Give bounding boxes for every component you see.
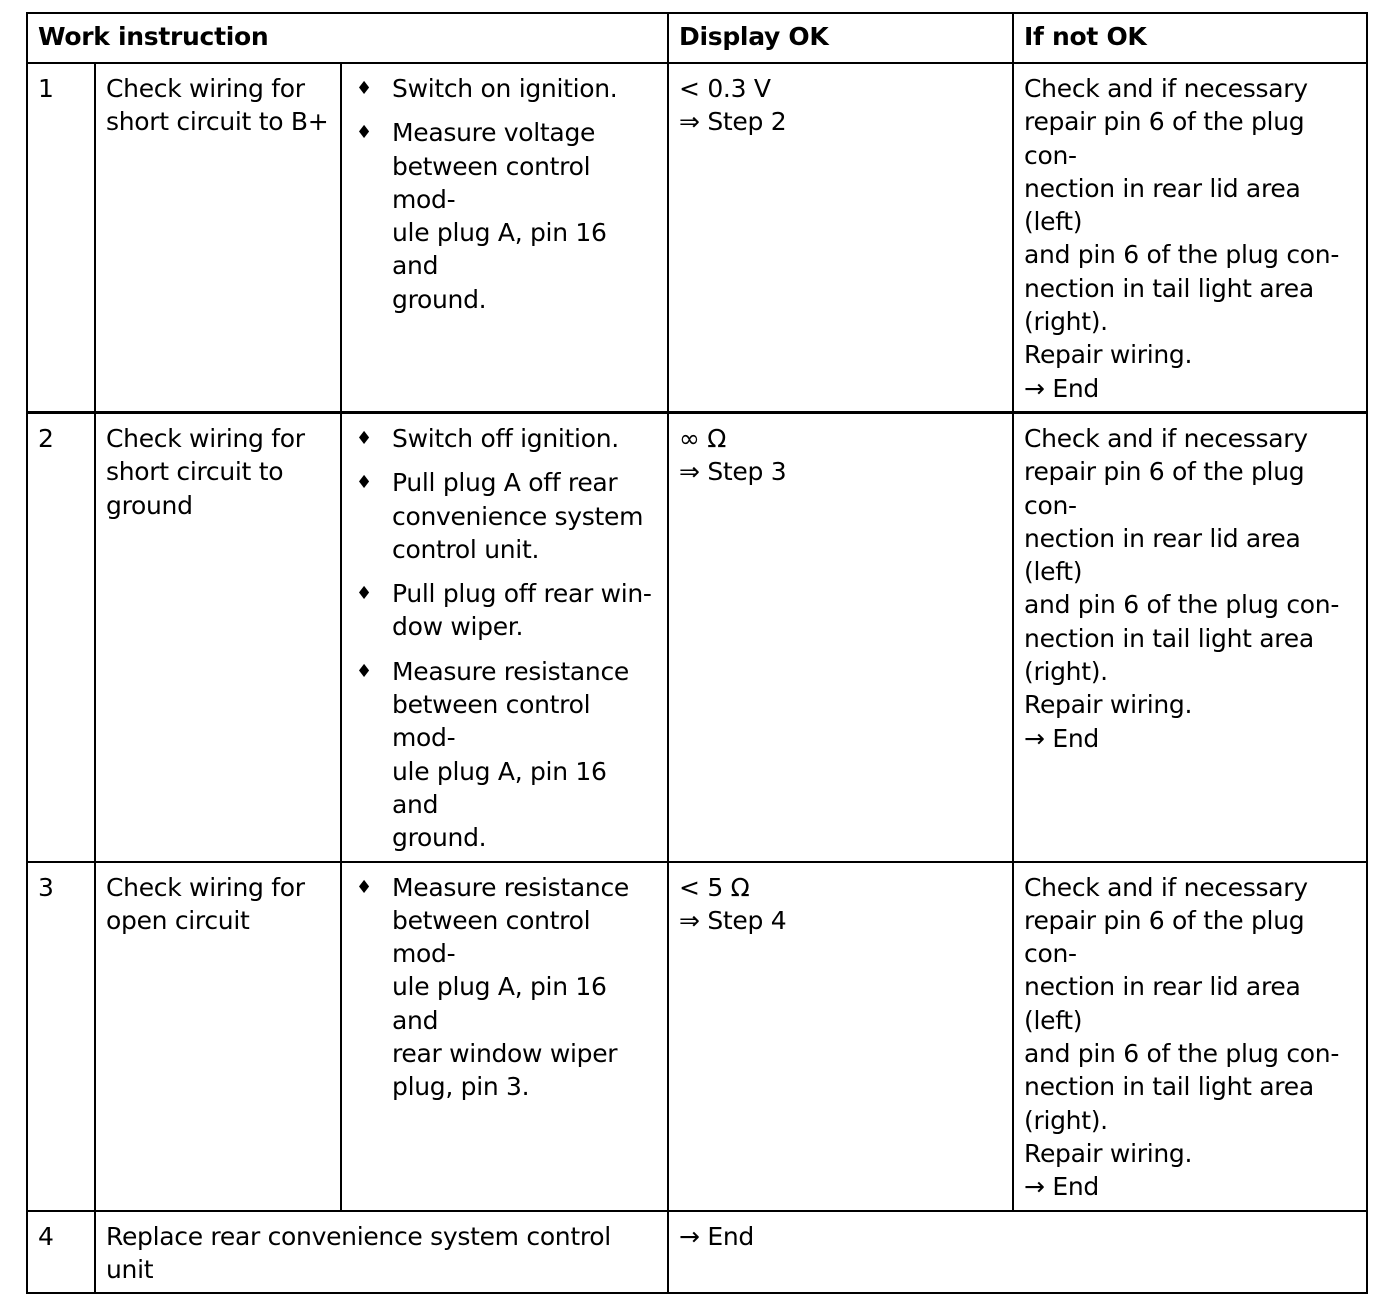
step-actions bbox=[341, 862, 668, 1211]
header-work-instruction: Work instruction bbox=[27, 13, 668, 63]
step-number: 2 bbox=[27, 412, 95, 861]
table-row-step-1 bbox=[27, 63, 1367, 412]
diamond-bullet-icon: ♦ bbox=[356, 660, 372, 682]
display-next-step: ⇒ Step 3 bbox=[679, 457, 787, 487]
step-if-not-ok bbox=[1013, 412, 1367, 861]
action-item: ♦ Pull plug A off rear convenience system control unit. bbox=[356, 468, 644, 564]
step-actions bbox=[341, 412, 668, 861]
action-item: ♦ Measure resistance between control mod- ule plug A, pin 16 and ground. bbox=[356, 656, 629, 853]
diamond-bullet-icon: ♦ bbox=[356, 472, 372, 494]
step-display-ok bbox=[668, 1211, 1367, 1294]
table-row-step-4 bbox=[27, 1211, 1367, 1294]
step-check: Check wiring for short circuit to B+ bbox=[95, 63, 341, 412]
action-item: ♦ Switch on ignition. bbox=[352, 72, 657, 105]
step-display-ok bbox=[668, 862, 1013, 1211]
table-header-row bbox=[27, 13, 1367, 63]
action-item: ♦ Switch off ignition. bbox=[352, 422, 657, 455]
step-display-ok bbox=[668, 412, 1013, 861]
step-if-not-ok bbox=[1013, 63, 1367, 412]
not-ok-text: Check and if necessary repair pin 6 of the plug con- nection in rear lid area (left) and pin 6 of the plug con- nection in tail light area (right). bbox=[1024, 872, 1340, 1135]
not-ok-text: Check and if necessary repair pin 6 of the plug con- nection in rear lid area (left) and pin 6 of the plug con- nection in tail light area (right). bbox=[1024, 74, 1340, 337]
step-instruction: Replace rear convenience system control unit bbox=[95, 1211, 668, 1294]
diamond-bullet-icon: ♦ bbox=[356, 122, 372, 144]
step-display-ok bbox=[668, 63, 1013, 412]
display-value: < 5 Ω bbox=[679, 872, 750, 902]
table-row-step-2 bbox=[27, 412, 1367, 861]
not-ok-repair: Repair wiring. bbox=[1024, 340, 1193, 370]
display-value: < 0.3 V bbox=[679, 74, 771, 103]
diamond-bullet-icon: ♦ bbox=[356, 583, 372, 605]
step-check: Check wiring for short circuit to ground bbox=[95, 412, 341, 861]
display-value: ∞ Ω bbox=[679, 423, 727, 453]
action-item: ♦ Measure resistance between control mod- ule plug A, pin 16 and rear window wiper plug, pin 3. bbox=[356, 872, 629, 1102]
step-number: 4 bbox=[27, 1211, 95, 1294]
display-next-step: → End bbox=[679, 1221, 754, 1251]
diamond-bullet-icon: ♦ bbox=[356, 876, 372, 898]
table-row-step-3 bbox=[27, 862, 1367, 1211]
step-actions bbox=[341, 63, 668, 412]
not-ok-repair: Repair wiring. bbox=[1024, 690, 1193, 720]
diamond-bullet-icon: ♦ bbox=[356, 427, 372, 449]
work-instruction-table bbox=[26, 12, 1368, 1294]
not-ok-text: Check and if necessary repair pin 6 of the plug con- nection in rear lid area (left) and pin 6 of the plug con- nection in tail light area (right). bbox=[1024, 423, 1340, 687]
step-if-not-ok bbox=[1013, 862, 1367, 1211]
not-ok-repair: Repair wiring. bbox=[1024, 1138, 1193, 1168]
action-item: ♦ Pull plug off rear win- dow wiper. bbox=[356, 579, 652, 642]
action-item: ♦ Measure voltage between control mod- ule plug A, pin 16 and ground. bbox=[356, 118, 607, 314]
header-display-ok: Display OK bbox=[668, 13, 1013, 63]
diamond-bullet-icon: ♦ bbox=[356, 78, 372, 99]
step-check: Check wiring for open circuit bbox=[95, 862, 341, 1211]
not-ok-end: → End bbox=[1024, 373, 1099, 403]
not-ok-end: → End bbox=[1024, 1172, 1099, 1202]
not-ok-end: → End bbox=[1024, 723, 1099, 753]
display-next-step: ⇒ Step 4 bbox=[679, 905, 787, 935]
work-instruction-document bbox=[26, 12, 1368, 1294]
header-if-not-ok: If not OK bbox=[1013, 13, 1367, 63]
step-number: 3 bbox=[27, 862, 95, 1211]
display-next-step: ⇒ Step 2 bbox=[679, 107, 787, 137]
step-number: 1 bbox=[27, 63, 95, 412]
